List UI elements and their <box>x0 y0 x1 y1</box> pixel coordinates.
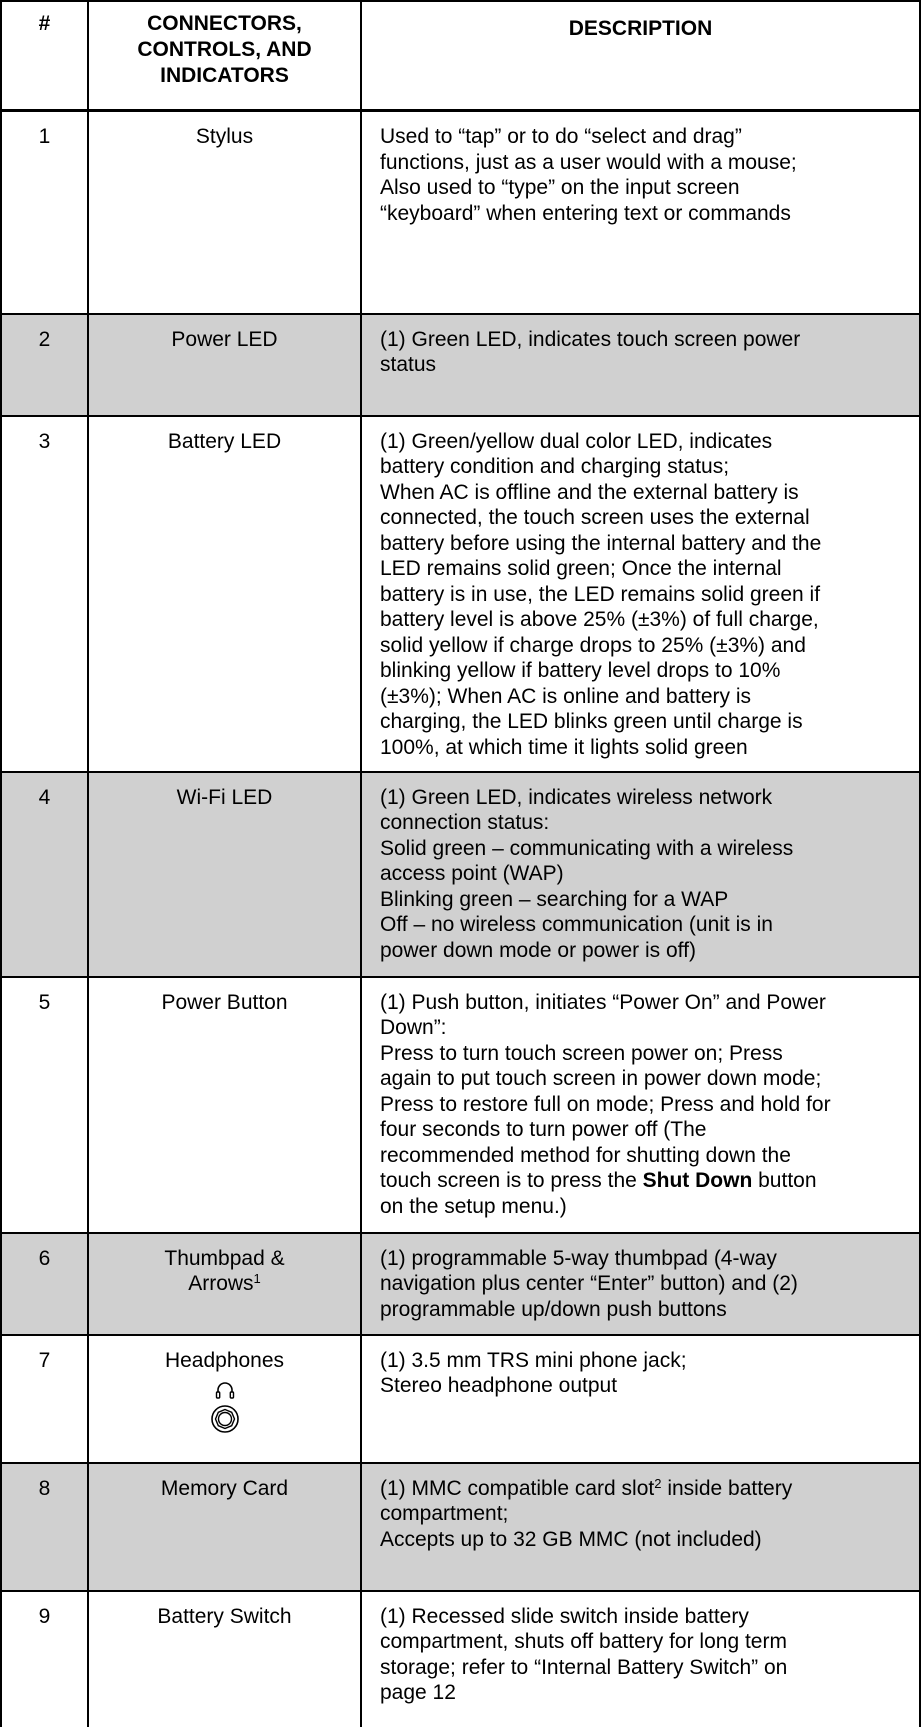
desc-line: charging, the LED blinks green until charge is <box>380 710 803 733</box>
desc-line: (1) Green/yellow dual color LED, indicates <box>380 429 773 453</box>
desc-line: Off – no wireless communication (unit is in <box>380 913 773 936</box>
desc-line: Press to restore full on mode; Press and hold for <box>380 1092 831 1116</box>
row-description <box>361 111 920 314</box>
desc-line: (±3%); When AC is online and battery is <box>380 684 752 708</box>
row-component-name <box>88 977 361 1233</box>
desc-line: (1) Push button, initiates “Power On” and Power <box>380 990 826 1014</box>
desc-line: recommended method for shutting down the <box>380 1143 791 1167</box>
desc-line: (1) Recessed slide switch inside battery <box>380 1604 749 1628</box>
desc-line: page 12 <box>380 1681 456 1704</box>
row-number: 4 <box>1 772 88 977</box>
row-number: 2 <box>1 314 88 416</box>
row-number: 8 <box>1 1463 88 1591</box>
desc-line: functions, just as a user would with a mouse; <box>380 150 797 174</box>
desc-line: battery level is above 25% (±3%) of full charge, <box>380 608 819 631</box>
desc-line: solid yellow if charge drops to 25% (±3%) and <box>380 633 806 657</box>
desc-line-mixed <box>380 1476 909 1502</box>
desc-line: Down”: <box>380 1016 447 1039</box>
desc-line: connection status: <box>380 811 550 834</box>
desc-text: inside battery <box>661 1476 793 1500</box>
desc-line: battery is in use, the LED remains solid green if <box>380 582 821 606</box>
name-line: Wi-Fi LED <box>176 785 273 809</box>
desc-line: storage; refer to “Internal Battery Switch” on <box>380 1655 788 1679</box>
table-row <box>1 111 920 314</box>
desc-line: (1) Green LED, indicates wireless network <box>380 785 773 809</box>
desc-line: Stereo headphone output <box>380 1374 618 1397</box>
desc-line: Accepts up to 32 GB MMC (not included) <box>380 1527 762 1551</box>
row-component-name <box>88 1591 361 1727</box>
headphone-icons <box>97 1375 352 1446</box>
table-row <box>1 314 920 416</box>
desc-text: button <box>752 1169 817 1192</box>
desc-line: connected, the touch screen uses the external <box>380 506 810 529</box>
row-number: 3 <box>1 416 88 772</box>
row-description <box>361 772 920 977</box>
table-body <box>1 111 920 1727</box>
desc-line: battery condition and charging status; <box>380 455 730 478</box>
desc-line: Press to turn touch screen power on; Press <box>380 1041 783 1065</box>
table-row <box>1 977 920 1233</box>
desc-text: (1) MMC compatible card slot <box>380 1476 655 1500</box>
desc-line: access point (WAP) <box>380 862 564 885</box>
desc-line: power down mode or power is off) <box>380 938 696 962</box>
table-row <box>1 1233 920 1335</box>
row-number: 5 <box>1 977 88 1233</box>
footnote-marker: 2 <box>654 1475 662 1491</box>
row-component-name <box>88 1233 361 1335</box>
row-description <box>361 977 920 1233</box>
desc-line: compartment; <box>380 1502 509 1525</box>
name-line: Battery LED <box>167 429 282 453</box>
row-description <box>361 416 920 772</box>
row-number: 9 <box>1 1591 88 1727</box>
table-row <box>1 1463 920 1591</box>
desc-line: Solid green – communicating with a wireless <box>380 836 794 860</box>
desc-line: again to put touch screen in power down mode; <box>380 1067 822 1090</box>
header-connectors-line: INDICATORS <box>160 64 289 87</box>
header-description: DESCRIPTION <box>361 1 920 111</box>
desc-line: programmable up/down push buttons <box>380 1297 727 1321</box>
desc-line: battery before using the internal battery and the <box>380 531 822 555</box>
desc-line: four seconds to turn power off (The <box>380 1118 707 1141</box>
name-line <box>97 1271 352 1297</box>
row-number: 1 <box>1 111 88 314</box>
row-component-name <box>88 314 361 416</box>
desc-line: Blinking green – searching for a WAP <box>380 887 729 911</box>
name-line: Battery Switch <box>157 1604 292 1628</box>
table-header <box>1 1 920 111</box>
header-connectors <box>88 1 361 111</box>
table-row <box>1 1591 920 1727</box>
row-component-name <box>88 772 361 977</box>
row-number: 6 <box>1 1233 88 1335</box>
row-description <box>361 1591 920 1727</box>
row-component-name <box>88 416 361 772</box>
row-component-name <box>88 1335 361 1463</box>
name-text: Arrows <box>188 1272 254 1295</box>
desc-line: Used to “tap” or to do “select and drag” <box>380 125 742 148</box>
name-line: Power Button <box>161 990 288 1014</box>
desc-line: (1) programmable 5-way thumbpad (4-way <box>380 1246 777 1270</box>
name-line: Stylus <box>195 125 254 148</box>
row-description <box>361 1463 920 1591</box>
desc-line: blinking yellow if battery level drops to 10% <box>380 659 781 682</box>
row-component-name <box>88 1463 361 1591</box>
desc-line: 100%, at which time it lights solid green <box>380 735 748 759</box>
desc-line: When AC is offline and the external battery is <box>380 480 799 504</box>
desc-line: navigation plus center “Enter” button) and (2) <box>380 1272 798 1295</box>
desc-line-mixed <box>380 1168 909 1194</box>
name-line: Power LED <box>171 327 278 351</box>
desc-line: “keyboard” when entering text or commands <box>380 201 791 225</box>
header-row <box>1 1 920 111</box>
headphones-icon <box>205 1375 245 1439</box>
audio-jack-icon <box>212 1406 238 1432</box>
shut-down-label: Shut Down <box>642 1169 753 1192</box>
name-line: Headphones <box>164 1348 285 1372</box>
desc-line: (1) 3.5 mm TRS mini phone jack; <box>380 1348 687 1372</box>
row-number: 7 <box>1 1335 88 1463</box>
table-row <box>1 416 920 772</box>
table-row <box>1 1335 920 1463</box>
row-description <box>361 1335 920 1463</box>
row-description <box>361 314 920 416</box>
desc-text: touch screen is to press the <box>380 1169 643 1192</box>
name-line: Thumbpad & <box>164 1246 285 1270</box>
row-description <box>361 1233 920 1335</box>
desc-line: Also used to “type” on the input screen <box>380 176 740 199</box>
desc-line: compartment, shuts off battery for long term <box>380 1630 787 1653</box>
desc-line: (1) Green LED, indicates touch screen power <box>380 327 801 351</box>
row-component-name <box>88 111 361 314</box>
desc-line: status <box>380 353 437 376</box>
header-connectors-line: CONTROLS, AND <box>137 38 312 61</box>
name-line: Memory Card <box>160 1476 289 1500</box>
desc-line: on the setup menu.) <box>380 1194 567 1218</box>
desc-line: LED remains solid green; Once the internal <box>380 557 782 580</box>
header-number: # <box>1 1 88 111</box>
footnote-marker: 1 <box>253 1271 261 1286</box>
header-connectors-line: CONNECTORS, <box>147 12 302 35</box>
table-row <box>1 772 920 977</box>
